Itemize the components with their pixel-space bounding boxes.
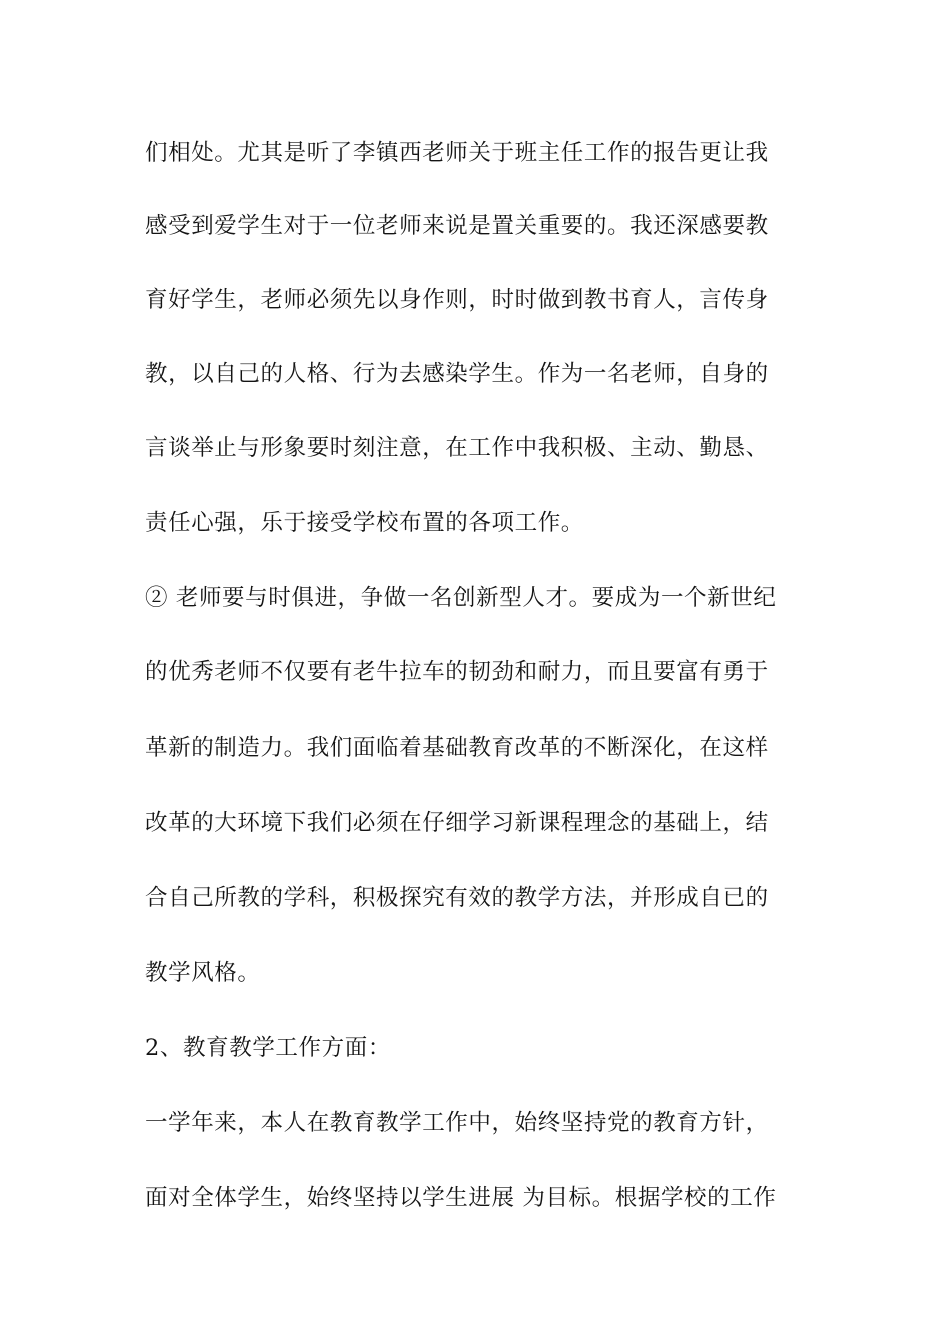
text-line-2: 感受到爱学生对于一位老师来说是置关重要的。我还深感要教 xyxy=(145,213,769,239)
text-line-7: ② 老师要与时俱进，争做一名创新型人才。要成为一个新世纪 xyxy=(145,585,777,611)
text-line-6: 责任心强，乐于接受学校布置的各项工作。 xyxy=(145,510,584,536)
text-line-9: 革新的制造力。我们面临着基础教育改革的不断深化，在这样 xyxy=(145,735,769,761)
text-line-15: 面对全体学生，始终坚持以学生进展 为目标。根据学校的工作 xyxy=(145,1185,777,1211)
text-line-8: 的优秀老师不仅要有老牛拉车的韧劲和耐力，而且要富有勇于 xyxy=(145,659,769,685)
text-line-4: 教，以自己的人格、行为去感染学生。作为一名老师，自身的 xyxy=(145,361,769,387)
text-line-3: 育好学生，老师必须先以身作则，时时做到教书育人，言传身 xyxy=(145,287,769,313)
text-line-5: 言谈举止与形象要时刻注意，在工作中我积极、主动、勤恳、 xyxy=(145,435,769,461)
section-heading: 2、教育教学工作方面： xyxy=(145,1035,391,1061)
text-line-11: 合自己所教的学科，积极探究有效的教学方法，并形成自已的 xyxy=(145,885,769,911)
text-line-14: 一学年来，本人在教育教学工作中，始终坚持党的教育方针， xyxy=(145,1110,769,1136)
text-line-10: 改革的大环境下我们必须在仔细学习新课程理念的基础上，结 xyxy=(145,810,769,836)
text-line-12: 教学风格。 xyxy=(145,960,261,986)
text-line-1: 们相处。尤其是听了李镇西老师关于班主任工作的报告更让我 xyxy=(145,140,769,166)
